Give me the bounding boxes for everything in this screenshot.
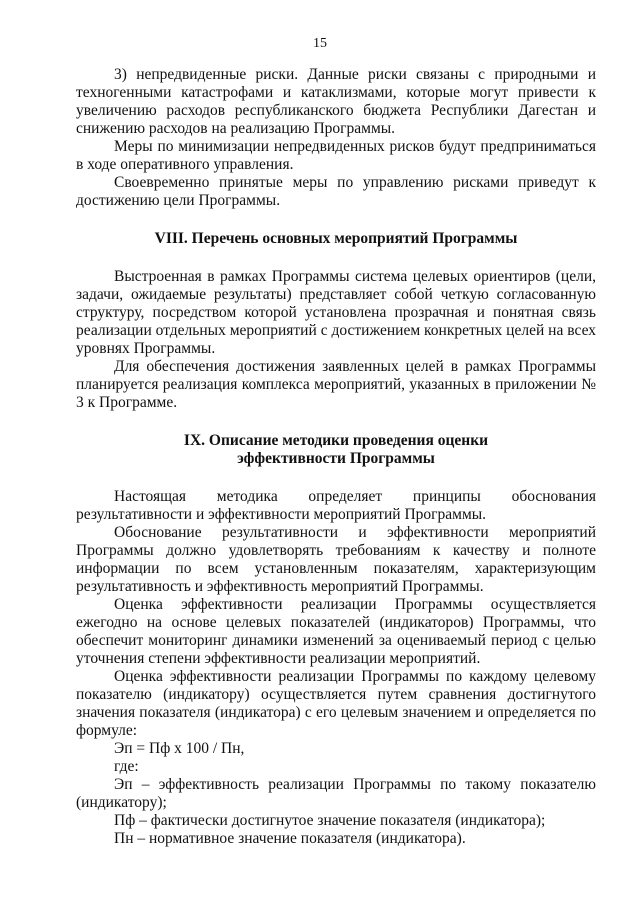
paragraph-annual-evaluation: Оценка эффективности реализации Программы осуществляется ежегодно на основе целевых показателей (индикаторов) Программы, что обеспечит мониторинг динамики изменений за оцениваемый период с целью уточнения степени эффективности реализации мероприятий. <box>76 596 596 667</box>
paragraph-target-system: Выстроенная в рамках Программы система целевых ориентиров (цели, задачи, ожидаемые результаты) представляет собой четкую согласованную структуру, посредством которой установлена прозрачная и понятная связь реализации отдельных мероприятий с достижением конкретных целей на всех уровнях Программы. <box>76 268 596 357</box>
paragraph-risk-minimization: Меры по минимизации непредвиденных рисков будут предприниматься в ходе оперативного управления. <box>76 138 596 173</box>
definition-pn: Пн – нормативное значение показателя (индикатора). <box>114 830 466 847</box>
section-heading-viii: VIII. Перечень основных мероприятий Программы <box>154 230 518 247</box>
page-content <box>76 66 596 848</box>
definition-ep: Эп – эффективность реализации Программы по такому показателю (индикатору); <box>76 776 596 811</box>
section-heading-ix-line2: эффективности Программы <box>237 450 435 467</box>
paragraph-activities-plan: Для обеспечения достижения заявленных целей в рамках Программы планируется реализация комплекса мероприятий, указанных в приложении № 3 к Программе. <box>76 358 596 411</box>
paragraph-justification: Обоснование результативности и эффективности мероприятий Программы должно удовлетворять требованиям к качеству и полноте информации по всем установленным показателям, характеризующим результативность и эффективность мероприятий Программы. <box>76 524 596 595</box>
formula: Эп = Пф х 100 / Пн, <box>114 740 245 757</box>
section-heading-ix-line1: IX. Описание методики проведения оценки <box>183 432 489 449</box>
definition-pf: Пф – фактически достигнутое значение показателя (индикатора); <box>114 812 546 829</box>
page-number: 15 <box>313 36 327 51</box>
formula-where: где: <box>114 758 139 775</box>
paragraph-methodology: Настоящая методика определяет принципы обоснования результативности и эффективности мероприятий Программы. <box>76 488 596 523</box>
section-heading-ix <box>76 432 596 468</box>
paragraph-timely-measures: Своевременно принятые меры по управлению рисками приведут к достижению цели Программы. <box>76 174 596 209</box>
paragraph-indicator-evaluation: Оценка эффективности реализации Программы по каждому целевому показателю (индикатору) осуществляется путем сравнения достигнутого значения показателя (индикатора) с его целевым значением и определяется по формуле: <box>76 668 596 739</box>
paragraph-unforeseen-risks: 3) непредвиденные риски. Данные риски связаны с природными и техногенными катастрофами и катаклизмами, которые могут привести к увеличению расходов республиканского бюджета Республики Дагестан и снижению расходов на реализацию Программы. <box>76 66 596 137</box>
